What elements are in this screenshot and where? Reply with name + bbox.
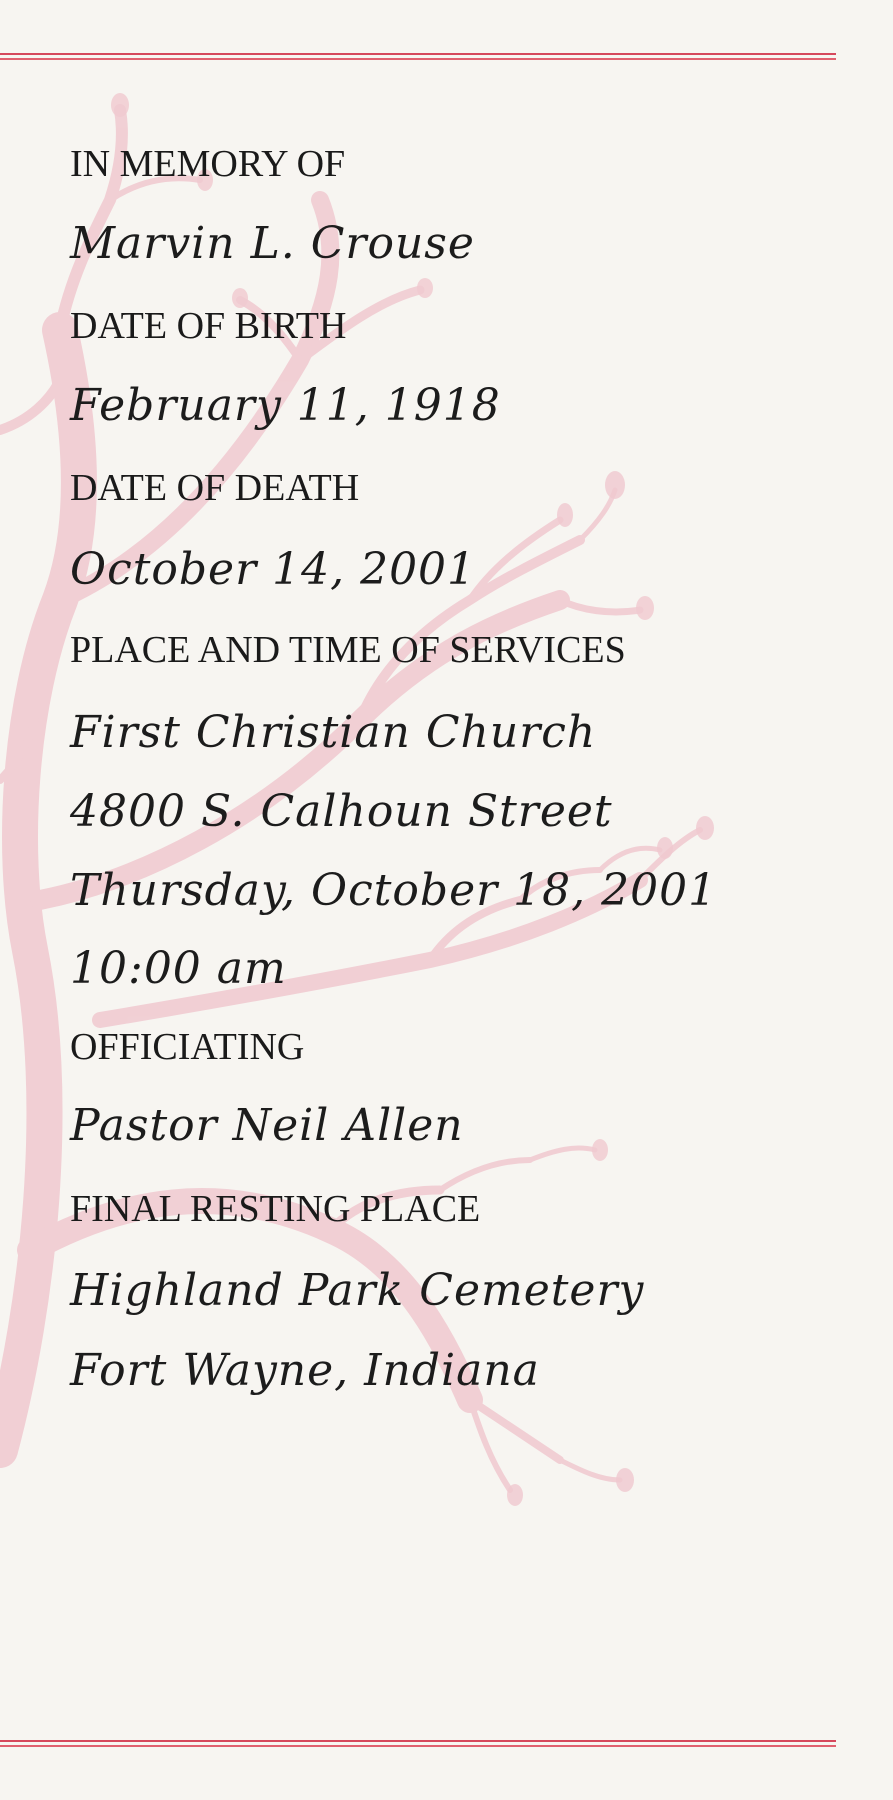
deceased-name: Marvin L. Crouse [70,218,475,269]
date-of-death-label: DATE OF DEATH [70,467,360,509]
date-of-death-value: October 14, 2001 [70,544,477,595]
services-date: Thursday, October 18, 2001 [70,865,718,916]
in-memory-of-label: IN MEMORY OF [70,143,346,185]
date-of-birth-value: February 11, 1918 [70,380,501,431]
services-label: PLACE AND TIME OF SERVICES [70,629,626,671]
officiating-label: OFFICIATING [70,1026,305,1068]
bottom-border-rule [0,1740,836,1746]
final-resting-place-label: FINAL RESTING PLACE [70,1188,481,1230]
services-church: First Christian Church [70,707,597,758]
services-time: 10:00 am [70,943,287,994]
date-of-birth-label: DATE OF BIRTH [70,305,347,347]
officiating-value: Pastor Neil Allen [70,1100,464,1151]
services-address: 4800 S. Calhoun Street [70,786,613,837]
cemetery-location: Fort Wayne, Indiana [70,1345,540,1396]
cemetery-name: Highland Park Cemetery [70,1265,645,1316]
